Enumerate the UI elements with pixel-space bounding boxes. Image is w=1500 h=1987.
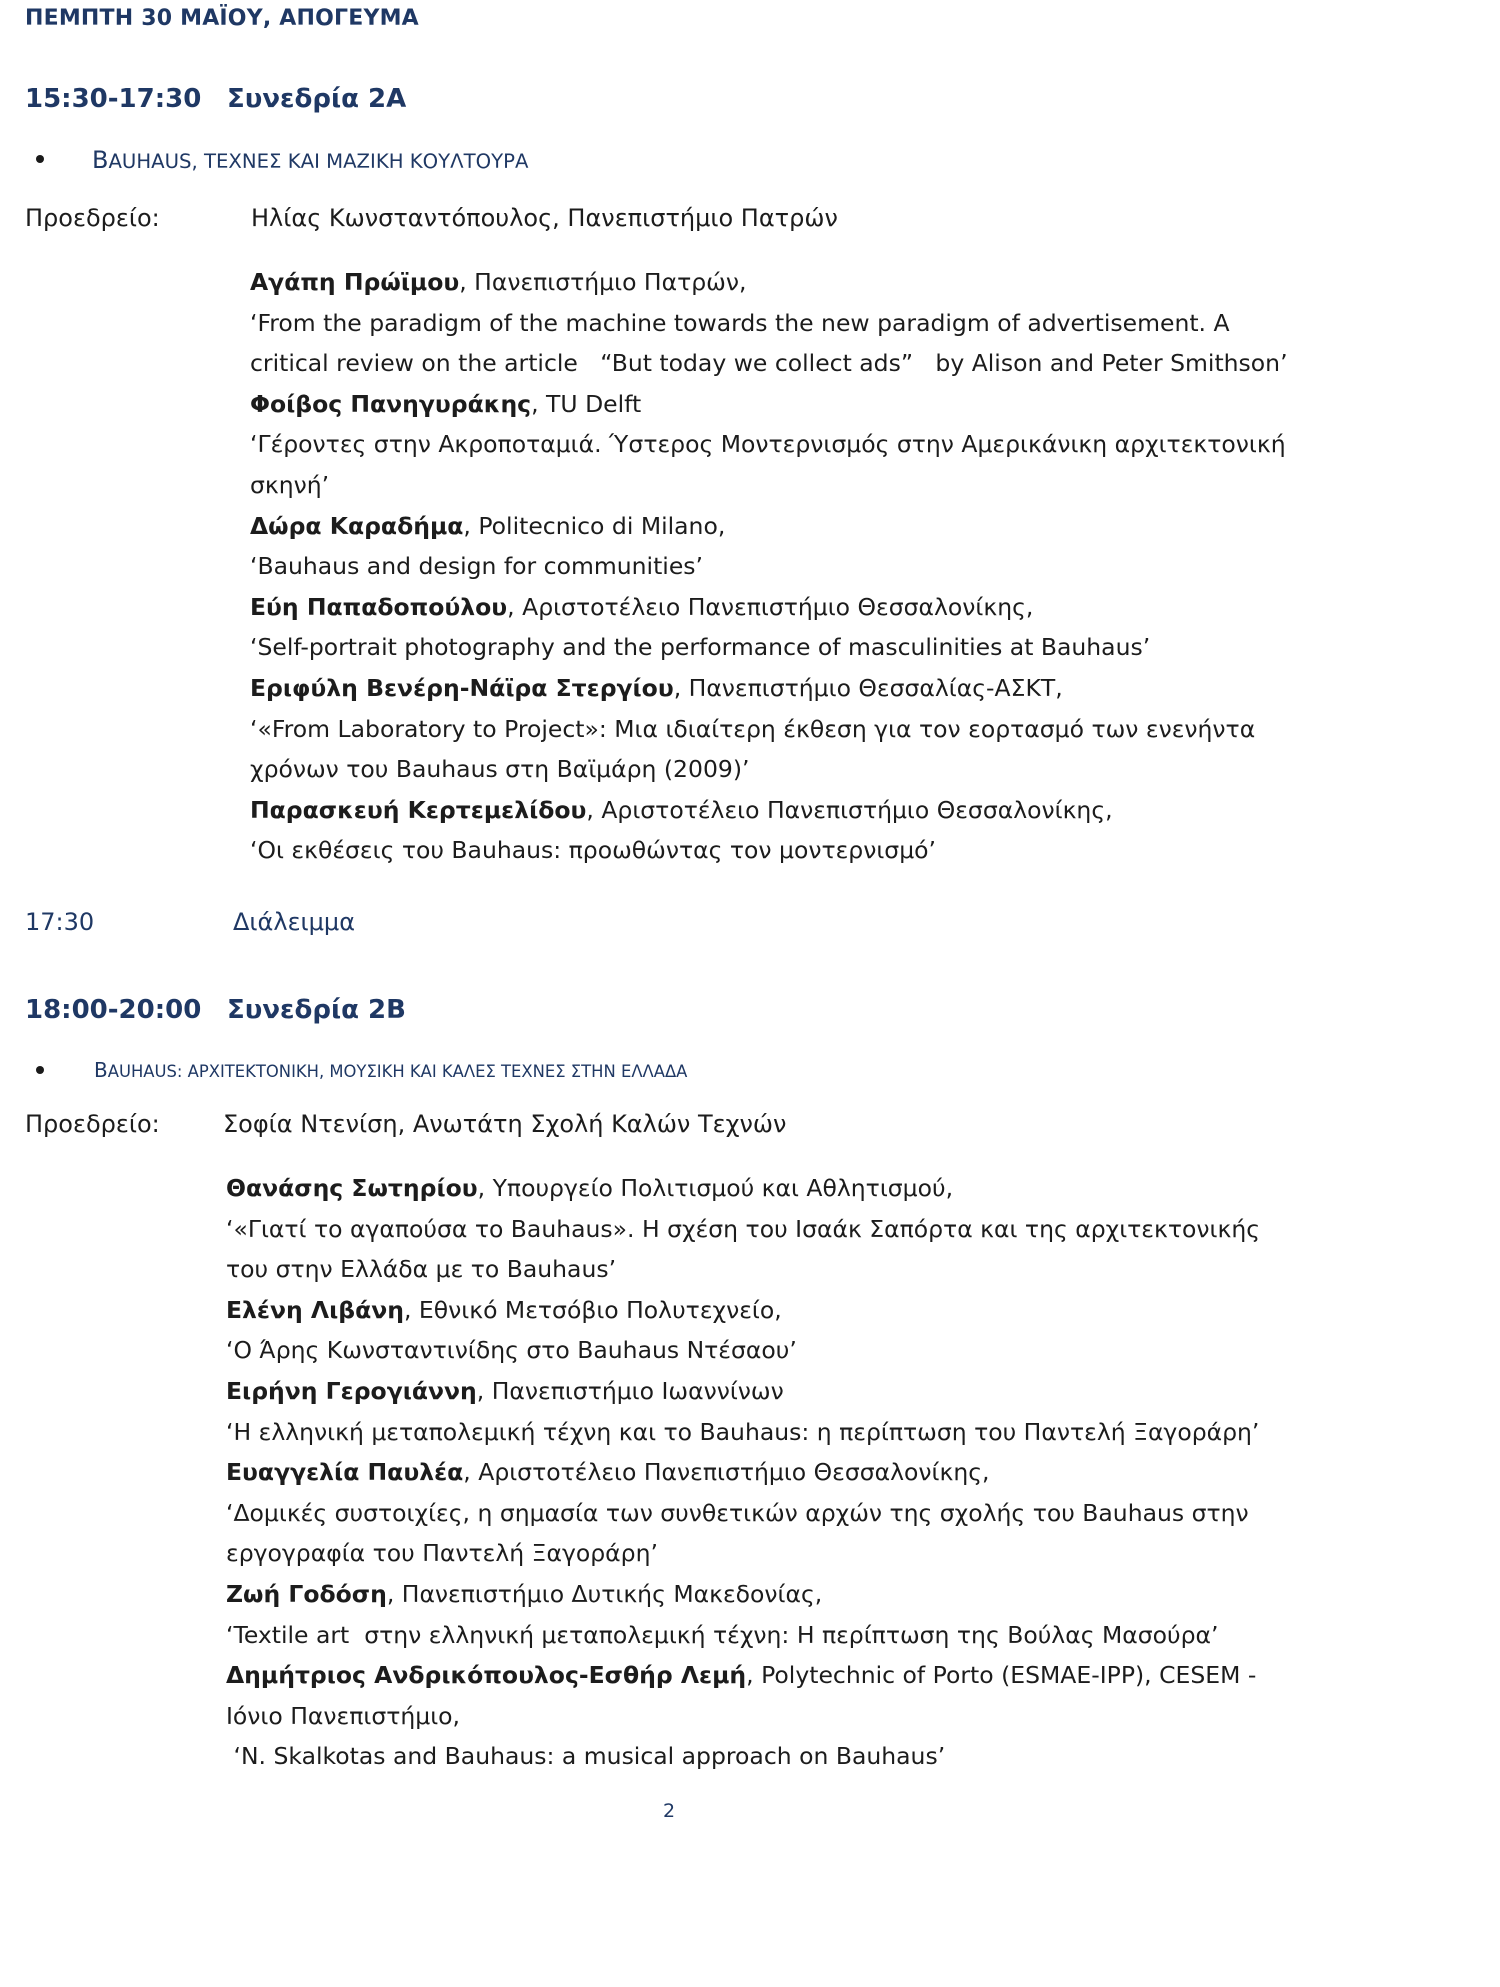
- paper-author: Εύη Παπαδοπούλου: [250, 592, 508, 621]
- session-a-theme-text: AUHAUS, ΤΕΧΝΕΣ ΚΑΙ ΜΑΖΙΚΗ ΚΟΥΛΤΟΥΡΑ: [108, 150, 529, 173]
- paper-title: ‘Η ελληνική μεταπολεμική τέχνη και το Bauhaus: η περίπτωση του Παντελή Ξαγοράρη’: [226, 1417, 1260, 1446]
- paper-author: Παρασκευή Κερτεμελίδου: [250, 795, 587, 824]
- break-line: [25, 908, 356, 936]
- paper-affiliation: , Πανεπιστήμιο Πατρών,: [459, 268, 747, 296]
- paper-author-line: [226, 1574, 1298, 1615]
- chair-name: Ηλίας Κωνσταντόπουλος, Πανεπιστήμιο Πατρών: [251, 204, 838, 232]
- paper-affiliation: , Πανεπιστήμιο Δυτικής Μακεδονίας,: [386, 1579, 823, 1608]
- session-a-theme: [36, 146, 528, 174]
- session-b-papers: [226, 1168, 1298, 1777]
- paper-affiliation: , Εθνικό Μετσόβιο Πολυτεχνείο,: [403, 1295, 782, 1324]
- session-a-heading: [25, 84, 406, 114]
- paper-title: ‘Γέροντες στην Ακροποταμιά. Ύστερος Μοντερνισμός στην Αμερικάνικη αρχιτεκτονική σκηνή’: [250, 430, 1294, 499]
- paper-author-line: [250, 506, 1290, 547]
- paper-title: ‘Self-portrait photography and the performance of masculinities at Bauhaus’: [250, 633, 1151, 662]
- paper-affiliation: , Πανεπιστήμιο Ιωαννίνων: [476, 1376, 784, 1405]
- paper-title: ‘«From Laboratory to Project»: Μια ιδιαίτερη έκθεση για τον εορτασμό των ενενήντα χρόνων του Bauhaus στη Βαϊμάρη (2009)’: [250, 714, 1263, 784]
- paper-author-line: [226, 1452, 1298, 1493]
- paper-title: ‘Bauhaus and design for communities’: [250, 552, 703, 581]
- paper-author-line: [226, 1290, 1298, 1331]
- session-a-theme-initial: B: [92, 146, 109, 174]
- session-b-chair: [25, 1110, 787, 1138]
- session-b-heading: [25, 995, 406, 1025]
- paper-author-line: [250, 668, 1290, 709]
- page-number: 2: [663, 1800, 676, 1822]
- paper-author: Αγάπη Πρώϊμου: [250, 268, 460, 296]
- paper-author: Ελένη Λιβάνη: [226, 1295, 404, 1324]
- chair-label: Προεδρείο:: [25, 204, 160, 232]
- paper-title: ‘«Γιατί το αγαπούσα το Bauhaus». Η σχέση του Ισαάκ Σαπόρτα και της αρχιτεκτονικής του στην Ελλάδα με το Bauhaus’: [226, 1214, 1268, 1284]
- session-b-theme-text: AUHAUS: ΑΡΧΙΤΕΚΤΟΝΙΚΗ, ΜΟΥΣΙΚΗ ΚΑΙ ΚΑΛΕΣ ΤΕΧΝΕΣ ΣΤΗΝ ΕΛΛΑΔΑ: [107, 1062, 688, 1081]
- paper-affiliation: , TU Delft: [531, 389, 642, 418]
- bullet-icon: [36, 1066, 44, 1074]
- paper-author: Ευαγγελία Παυλέα: [226, 1458, 464, 1487]
- paper-title: ‘N. Skalkotas and Bauhaus: a musical approach on Bauhaus’: [226, 1742, 946, 1771]
- paper-affiliation: , Politecnico di Milano,: [463, 511, 726, 540]
- paper-author: Ζωή Γοδόση: [226, 1579, 387, 1608]
- paper-affiliation: , Polytechnic of Porto (ESMAE-IPP), CESEM - Ιόνιο Πανεπιστήμιο,: [226, 1661, 1257, 1730]
- paper-affiliation: , Υπουργείο Πολιτισμού και Αθλητισμού,: [477, 1174, 954, 1202]
- chair-label: Προεδρείο:: [25, 1110, 160, 1138]
- break-label: Διάλειμμα: [233, 908, 356, 936]
- paper-author: Φοίβος Πανηγυράκης: [250, 389, 532, 418]
- paper-author: Δημήτριος Ανδρικόπουλος-Εσθήρ Λεμή: [226, 1661, 747, 1690]
- chair-name: Σοφία Ντενίση, Ανωτάτη Σχολή Καλών Τεχνών: [223, 1110, 787, 1138]
- session-b-time: 18:00-20:00: [25, 995, 202, 1025]
- paper-title: ‘Οι εκθέσεις του Bauhaus: προωθώντας τον μοντερνισμό’: [250, 836, 936, 865]
- paper-affiliation: , Πανεπιστήμιο Θεσσαλίας-ΑΣΚΤ,: [673, 673, 1063, 702]
- session-b-theme: [36, 1058, 687, 1082]
- paper-title: ‘Textile art στην ελληνική μεταπολεμική τέχνη: Η περίπτωση της Βούλας Μασούρα’: [226, 1620, 1219, 1649]
- session-a-time: 15:30-17:30: [25, 84, 202, 114]
- session-a-title: Συνεδρία 2Α: [227, 84, 407, 114]
- paper-author-line: [250, 384, 1290, 425]
- paper-author: Δώρα Καραδήμα: [250, 511, 464, 540]
- paper-author-line: [226, 1168, 1298, 1209]
- session-a-papers: [250, 262, 1294, 871]
- paper-affiliation: , Αριστοτέλειο Πανεπιστήμιο Θεσσαλονίκης,: [586, 795, 1113, 824]
- paper-author: Θανάσης Σωτηρίου: [226, 1174, 478, 1202]
- paper-affiliation: , Αριστοτέλειο Πανεπιστήμιο Θεσσαλονίκης,: [507, 592, 1034, 621]
- break-time: 17:30: [25, 908, 95, 936]
- paper-author: Ειρήνη Γερογιάννη: [226, 1376, 477, 1405]
- paper-author: Εριφύλη Βενέρη-Νάϊρα Στεργίου: [250, 673, 674, 702]
- paper-author-line: [226, 1371, 1298, 1412]
- session-b-theme-initial: B: [94, 1058, 108, 1082]
- paper-author-line: [250, 790, 1290, 831]
- day-header: ΠΕΜΠΤΗ 30 ΜΑΪΟΥ, ΑΠΟΓΕΥΜΑ: [25, 6, 419, 31]
- bullet-icon: [36, 155, 44, 163]
- paper-author-line: [250, 587, 1290, 628]
- session-b-title: Συνεδρία 2Β: [227, 995, 406, 1025]
- paper-title: ‘Ο Άρης Κωνσταντινίδης στο Bauhaus Ντέσαου’: [226, 1336, 797, 1365]
- paper-affiliation: , Αριστοτέλειο Πανεπιστήμιο Θεσσαλονίκης,: [463, 1458, 990, 1487]
- paper-author-line: [226, 1655, 1298, 1736]
- paper-author-line: [250, 262, 1290, 303]
- paper-title: ‘Δομικές συστοιχίες, η σημασία των συνθετικών αρχών της σχολής του Bauhaus στην εργογραφία του Παντελή Ξαγοράρη’: [226, 1498, 1257, 1568]
- paper-title: ‘From the paradigm of the machine towards the new paradigm of advertisement. A critical review on the article “But today we collect ads” by Alison and Peter Smithson’: [250, 308, 1288, 378]
- session-a-chair: [25, 204, 838, 232]
